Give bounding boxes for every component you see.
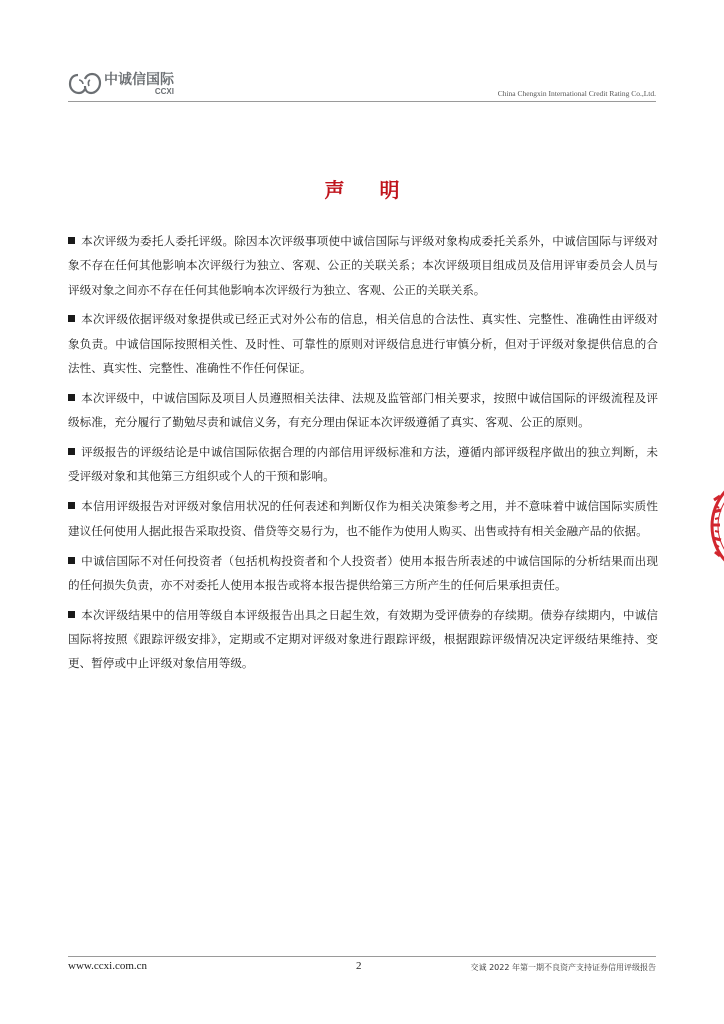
declaration-body [68,229,658,681]
footer-website: www.ccxi.com.cn [68,960,148,972]
square-bullet-icon [68,502,75,509]
logo-chinese-name: 中诚信国际 [104,71,174,88]
declaration-paragraph [68,603,658,676]
declaration-paragraph [68,494,658,543]
declaration-paragraph [68,229,658,302]
paragraph-text: 本次评级依据评级对象提供或已经正式对外公布的信息，相关信息的合法性、真实性、完整性、准确性由评级对象负责。中诚信国际按照相关性、及时性、可靠性的原则对评级信息进行审慎分析，但对于评级对象提供信息的合法性、真实性、完整性、准确性不作任何保证。 [68,312,658,376]
paragraph-text: 本次评级中，中诚信国际及项目人员遵照相关法律、法规及监管部门相关要求，按照中诚信国际的评级流程及评级标准，充分履行了勤勉尽责和诚信义务，有充分理由保证本次评级遵循了真实、客观、公正的原则。 [68,390,658,430]
declaration-paragraph [68,386,658,435]
paragraph-text: 本次评级结果中的信用等级自本评级报告出具之日起生效，有效期为受评债券的存续期。债券存续期内，中诚信国际将按照《跟踪评级安排》，定期或不定期对评级对象进行跟踪评级，根据跟踪评级情况决定评级结果维持、变更、暂停或中止评级对象信用等级。 [68,607,658,671]
logo-english-name: CCXI [154,86,174,96]
footer-divider [68,956,656,957]
company-english-name: China Chengxin International Credit Rating Co.,Ltd. [497,89,656,98]
square-bullet-icon [68,394,75,401]
square-bullet-icon [68,448,75,455]
declaration-paragraph [68,549,658,598]
page-number: 2 [356,960,362,972]
paragraph-text: 中诚信国际不对任何投资者（包括机构投资者和个人投资者）使用本报告所表述的中诚信国际的分析结果而出现的任何损失负责，亦不对委托人使用本报告或将本报告提供给第三方所产生的任何后果承担责任。 [68,553,658,592]
paragraph-text: 评级报告的评级结论是中诚信国际依据合理的内部信用评级标准和方法，遵循内部评级程序做出的独立判断，未受评级对象和其他第三方组织或个人的干预和影响。 [68,445,658,484]
page-title: 声 明 [324,178,414,202]
header-divider [68,101,656,102]
declaration-paragraph [68,440,658,489]
page-header [68,68,656,100]
footer-report-title: 交诚 2022 年第一期不良资产支持证券信用评级报告 [470,963,656,972]
ccxi-logo-icon [68,71,102,97]
square-bullet-icon [68,557,75,564]
company-logo [68,68,174,100]
red-seal-icon [706,470,724,582]
paragraph-text: 本信用评级报告对评级对象信用状况的任何表述和判断仅作为相关决策参考之用，并不意味着中诚信国际实质性建议任何使用人据此报告采取投资、借贷等交易行为，也不能作为使用人购买、出售或持有相关金融产品的依据。 [68,499,658,538]
square-bullet-icon [68,315,75,322]
square-bullet-icon [68,237,75,244]
paragraph-text: 本次评级为委托人委托评级。除因本次评级事项使中诚信国际与评级对象构成委托关系外，中诚信国际与评级对象不存在任何其他影响本次评级行为独立、客观、公正的关联关系；本次评级项目组成员及信用评审委员会人员与评级对象之间亦不存在任何其他影响本次评级行为独立、客观、公正的关联关系。 [68,234,658,297]
declaration-paragraph [68,307,658,380]
square-bullet-icon [68,611,75,618]
